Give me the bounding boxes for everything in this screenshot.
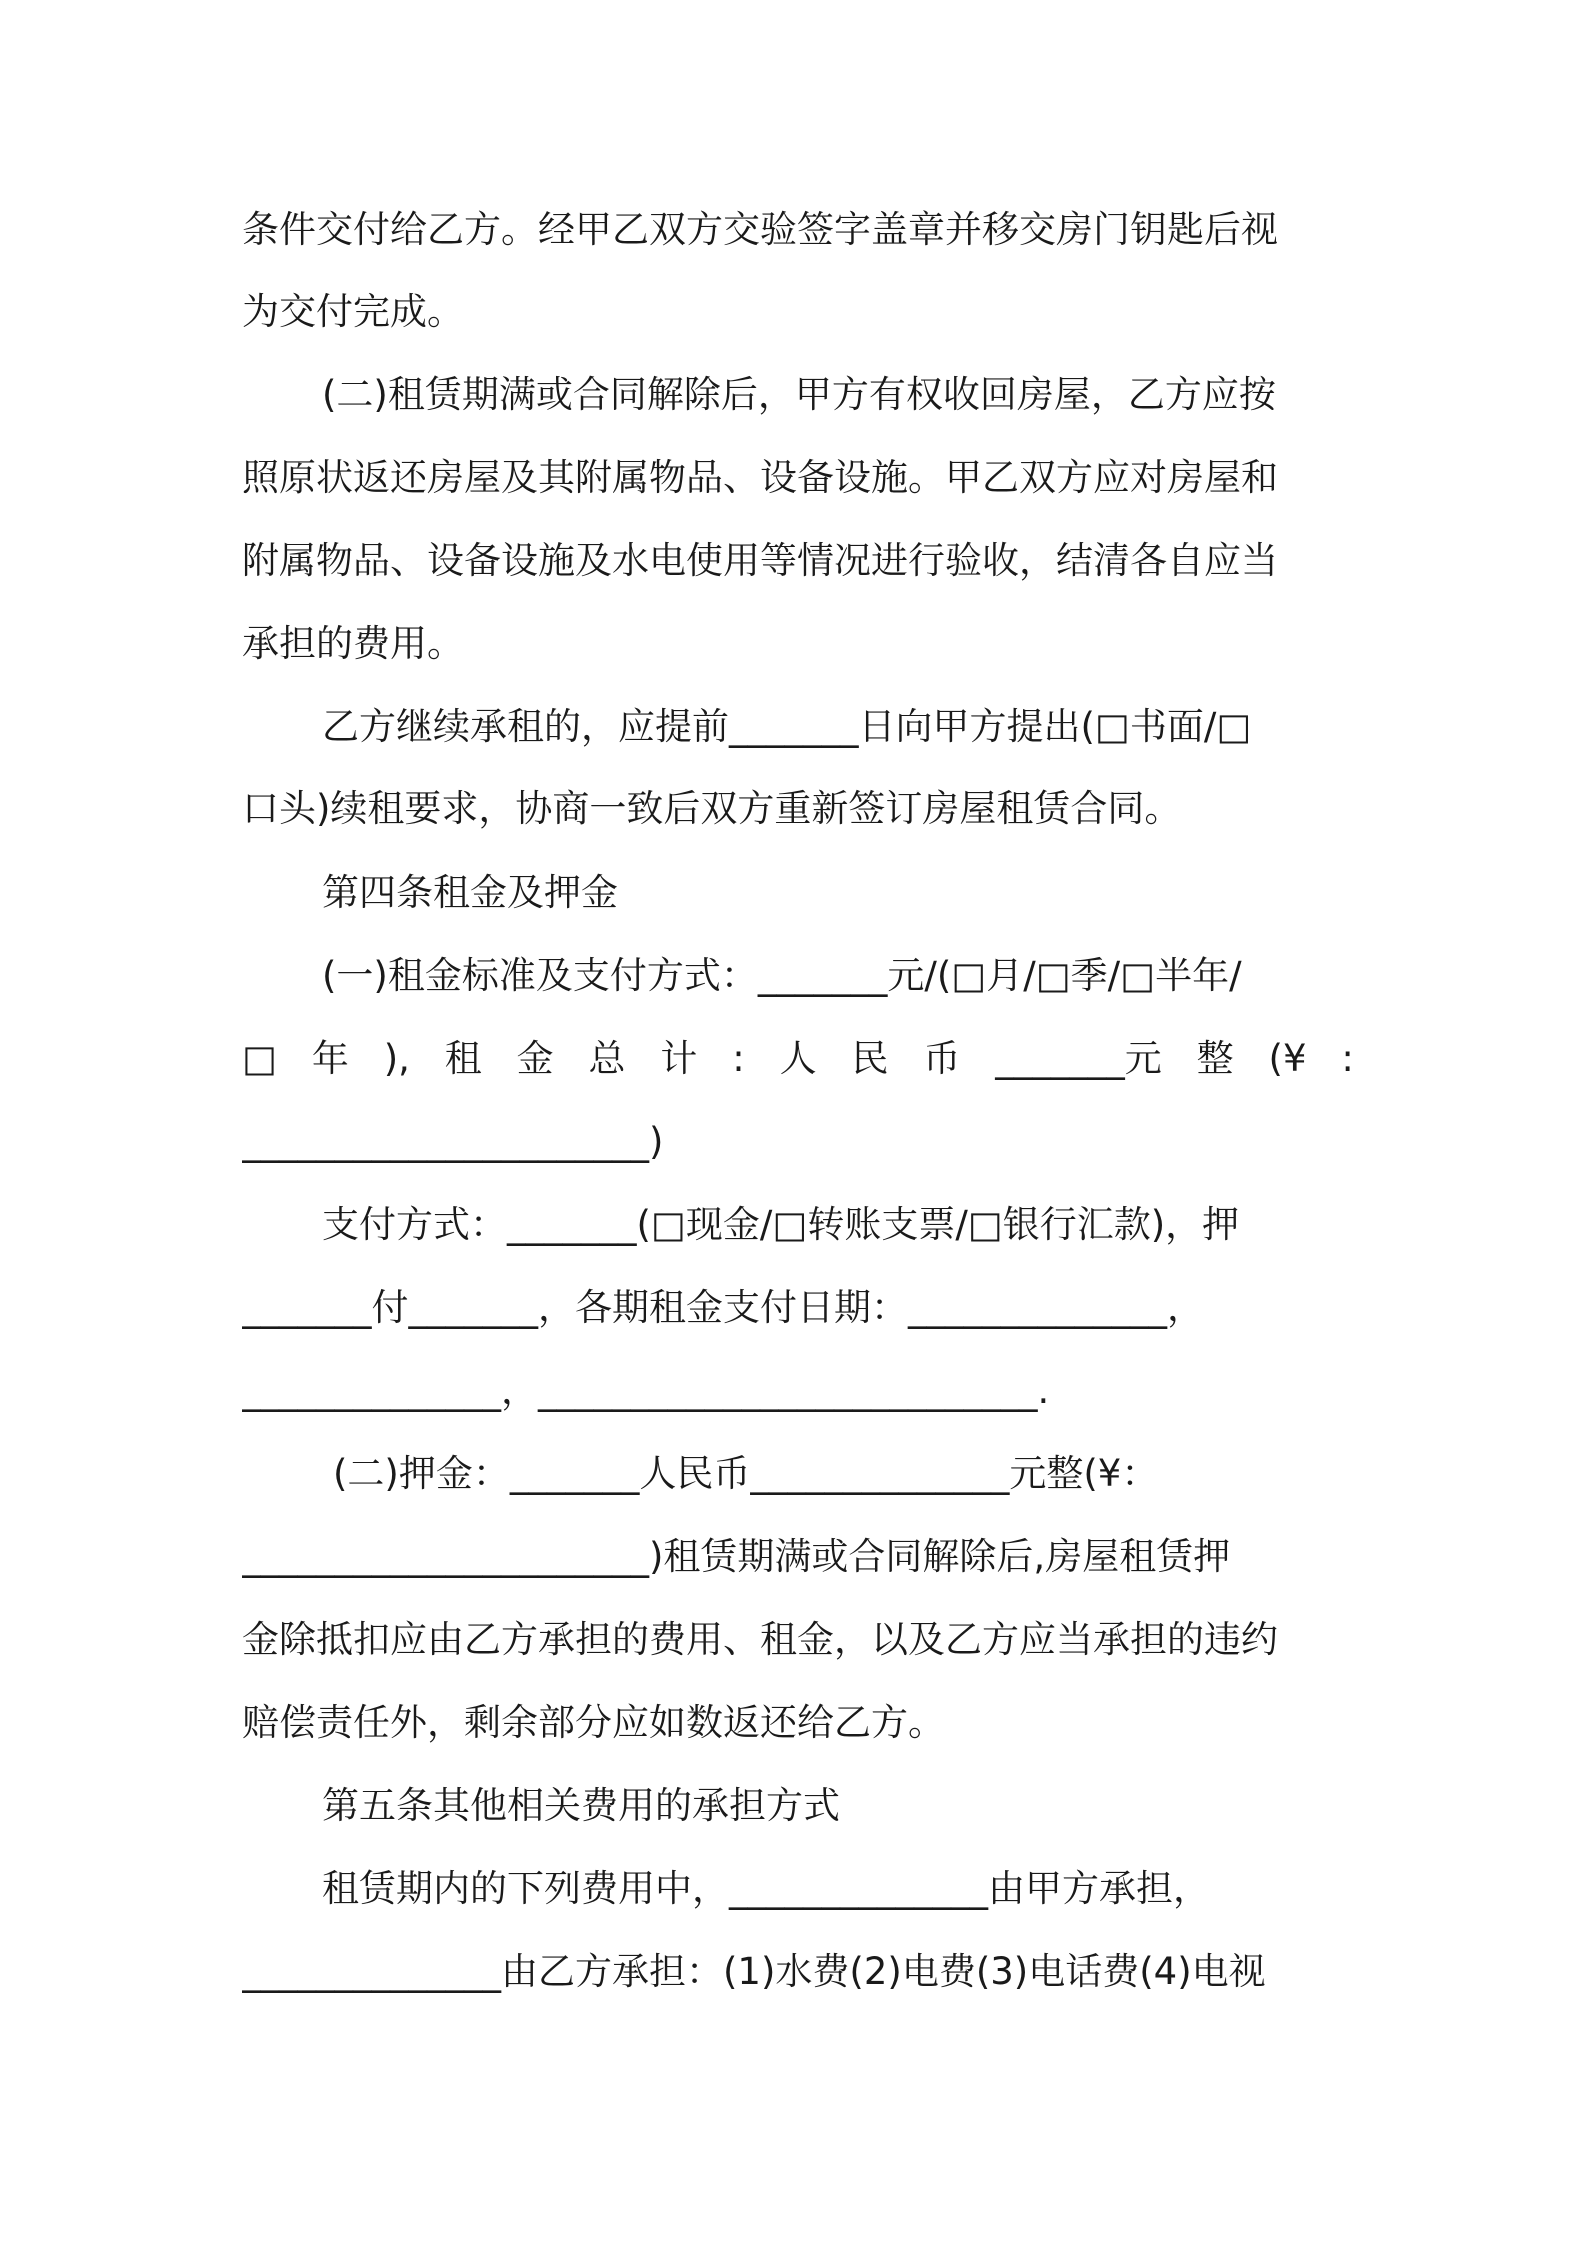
token: 整 (1196, 1037, 1234, 1080)
text-line-5: 附属物品、设备设施及水电使用等情况进行验收，结清各自应当 (242, 539, 1278, 582)
text-line-1: 条件交付给乙方。经甲乙双方交验签字盖章并移交房门钥匙后视 (242, 208, 1278, 251)
token: 人 (779, 1037, 817, 1080)
text-line-19: 赔偿责任外，剩余部分应如数返还给乙方。 (242, 1701, 945, 1744)
text-line-2: 为交付完成。 (242, 290, 464, 333)
text-line-22: ______________由乙方承担：(1)水费(2)电费(3)电话费(4)电视 (242, 1950, 1266, 1993)
text-line-14: _______付_______，各期租金支付日期：______________， (242, 1286, 1204, 1329)
token: : (1341, 1037, 1354, 1080)
text-line-3: (二)租赁期满或合同解除后，甲方有权收回房屋，乙方应按 (322, 373, 1276, 416)
section-heading-4: 第四条租金及押金 (322, 871, 618, 914)
text-line-16: (二)押金：_______人民币______________元整(¥： (333, 1452, 1159, 1495)
token: _______元 (995, 1037, 1162, 1080)
token: ), (383, 1037, 410, 1080)
text-line-7: 乙方继续承租的，应提前_______日向甲方提出(□书面/□ (322, 705, 1252, 748)
token: : (732, 1037, 745, 1080)
token: 租 (444, 1037, 482, 1080)
text-line-15: ______________，___________________________. (242, 1369, 1050, 1412)
token: 年 (311, 1037, 349, 1080)
text-line-10: (一)租金标准及支付方式：_______元/(□月/□季/□半年/ (322, 954, 1242, 997)
text-line-21: 租赁期内的下列费用中，______________由甲方承担， (322, 1867, 1210, 1910)
text-line-13: 支付方式：_______(□现金/□转账支票/□银行汇款)，押 (322, 1203, 1240, 1246)
token: 民 (851, 1037, 889, 1080)
token: 计 (660, 1037, 698, 1080)
token: 总 (588, 1037, 626, 1080)
token: 币 (923, 1037, 961, 1080)
text-line-8: 口头)续租要求，协商一致后双方重新签订房屋租赁合同。 (242, 787, 1182, 830)
text-line-17: ______________________)租赁期满或合同解除后,房屋租赁押 (242, 1535, 1231, 1578)
token: 金 (516, 1037, 554, 1080)
text-line-11-spaced (242, 1035, 1354, 1083)
text-line-6: 承担的费用。 (242, 622, 464, 665)
text-line-18: 金除抵扣应由乙方承担的费用、租金，以及乙方应当承担的违约 (242, 1618, 1278, 1661)
section-heading-5: 第五条其他相关费用的承担方式 (322, 1784, 840, 1827)
text-line-4: 照原状返还房屋及其附属物品、设备设施。甲乙双方应对房屋和 (242, 456, 1278, 499)
text-line-12: ______________________) (242, 1120, 664, 1163)
token: (¥ (1268, 1037, 1307, 1080)
token: □ (242, 1037, 277, 1080)
